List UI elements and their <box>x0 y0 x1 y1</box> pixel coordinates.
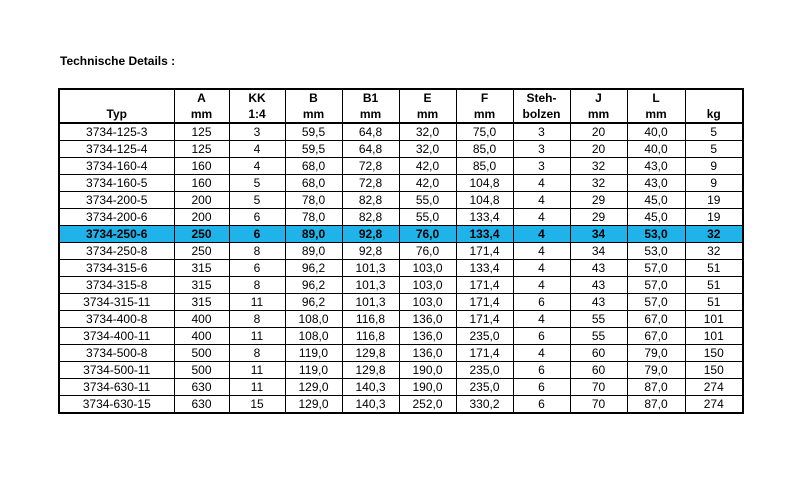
value-cell: 55 <box>570 311 627 328</box>
value-cell: 43,0 <box>627 175 685 192</box>
value-cell: 6 <box>513 379 570 396</box>
value-cell: 190,0 <box>399 379 456 396</box>
table-row <box>59 362 743 379</box>
value-cell: 32,0 <box>399 123 456 141</box>
value-cell: 116,8 <box>342 328 399 345</box>
value-cell: 6 <box>229 209 285 226</box>
value-cell: 57,0 <box>627 277 685 294</box>
value-cell: 78,0 <box>285 192 342 209</box>
value-cell: 5 <box>685 141 743 158</box>
value-cell: 32 <box>685 226 743 243</box>
value-cell: 136,0 <box>399 328 456 345</box>
value-cell: 140,3 <box>342 396 399 414</box>
value-cell: 4 <box>513 311 570 328</box>
header-cell: L <box>627 89 685 106</box>
value-cell: 133,4 <box>456 209 513 226</box>
value-cell: 4 <box>513 226 570 243</box>
value-cell: 129,0 <box>285 396 342 414</box>
table-row <box>59 141 743 158</box>
value-cell: 125 <box>174 141 229 158</box>
value-cell: 6 <box>513 396 570 414</box>
value-cell: 89,0 <box>285 243 342 260</box>
value-cell: 70 <box>570 396 627 414</box>
value-cell: 235,0 <box>456 328 513 345</box>
value-cell: 250 <box>174 243 229 260</box>
value-cell: 68,0 <box>285 175 342 192</box>
value-cell: 29 <box>570 209 627 226</box>
table-row <box>59 260 743 277</box>
value-cell: 55,0 <box>399 192 456 209</box>
value-cell: 19 <box>685 192 743 209</box>
value-cell: 20 <box>570 123 627 141</box>
value-cell: 103,0 <box>399 260 456 277</box>
value-cell: 5 <box>229 175 285 192</box>
section-title: Technische Details : <box>60 54 176 68</box>
value-cell: 4 <box>513 260 570 277</box>
value-cell: 87,0 <box>627 379 685 396</box>
value-cell: 32,0 <box>399 141 456 158</box>
value-cell: 57,0 <box>627 260 685 277</box>
value-cell: 103,0 <box>399 294 456 311</box>
header-row-1 <box>59 89 743 106</box>
value-cell: 11 <box>229 379 285 396</box>
value-cell: 8 <box>229 345 285 362</box>
value-cell: 60 <box>570 345 627 362</box>
value-cell: 79,0 <box>627 345 685 362</box>
type-cell: 3734-160-4 <box>59 158 174 175</box>
value-cell: 43,0 <box>627 158 685 175</box>
value-cell: 101 <box>685 311 743 328</box>
value-cell: 274 <box>685 379 743 396</box>
header-cell: kg <box>685 106 743 123</box>
value-cell: 400 <box>174 328 229 345</box>
table-row <box>59 345 743 362</box>
value-cell: 133,4 <box>456 260 513 277</box>
value-cell: 6 <box>513 294 570 311</box>
table-row <box>59 158 743 175</box>
value-cell: 59,5 <box>285 123 342 141</box>
value-cell: 108,0 <box>285 311 342 328</box>
value-cell: 87,0 <box>627 396 685 414</box>
value-cell: 64,8 <box>342 123 399 141</box>
table-row <box>59 379 743 396</box>
value-cell: 5 <box>229 192 285 209</box>
value-cell: 51 <box>685 294 743 311</box>
value-cell: 9 <box>685 175 743 192</box>
type-cell: 3734-160-5 <box>59 175 174 192</box>
value-cell: 96,2 <box>285 294 342 311</box>
value-cell: 8 <box>229 243 285 260</box>
value-cell: 6 <box>229 260 285 277</box>
table-row <box>59 123 743 141</box>
value-cell: 160 <box>174 175 229 192</box>
value-cell: 53,0 <box>627 226 685 243</box>
header-cell: B <box>285 89 342 106</box>
value-cell: 4 <box>513 277 570 294</box>
value-cell: 4 <box>229 158 285 175</box>
value-cell: 32 <box>685 243 743 260</box>
value-cell: 140,3 <box>342 379 399 396</box>
value-cell: 4 <box>513 345 570 362</box>
value-cell: 315 <box>174 277 229 294</box>
value-cell: 53,0 <box>627 243 685 260</box>
value-cell: 190,0 <box>399 362 456 379</box>
header-cell: A <box>174 89 229 106</box>
value-cell: 315 <box>174 260 229 277</box>
value-cell: 9 <box>685 158 743 175</box>
value-cell: 116,8 <box>342 311 399 328</box>
value-cell: 252,0 <box>399 396 456 414</box>
value-cell: 6 <box>229 226 285 243</box>
value-cell: 29 <box>570 192 627 209</box>
header-cell: F <box>456 89 513 106</box>
value-cell: 129,8 <box>342 362 399 379</box>
value-cell: 136,0 <box>399 311 456 328</box>
value-cell: 20 <box>570 141 627 158</box>
value-cell: 171,4 <box>456 311 513 328</box>
table-row <box>59 209 743 226</box>
type-cell: 3734-200-6 <box>59 209 174 226</box>
value-cell: 96,2 <box>285 277 342 294</box>
value-cell: 32 <box>570 175 627 192</box>
type-cell: 3734-315-6 <box>59 260 174 277</box>
value-cell: 5 <box>685 123 743 141</box>
value-cell: 119,0 <box>285 362 342 379</box>
value-cell: 59,5 <box>285 141 342 158</box>
value-cell: 160 <box>174 158 229 175</box>
value-cell: 15 <box>229 396 285 414</box>
value-cell: 72,8 <box>342 175 399 192</box>
value-cell: 171,4 <box>456 345 513 362</box>
value-cell: 235,0 <box>456 362 513 379</box>
value-cell: 6 <box>513 362 570 379</box>
value-cell: 330,2 <box>456 396 513 414</box>
value-cell: 85,0 <box>456 158 513 175</box>
type-cell: 3734-630-11 <box>59 379 174 396</box>
value-cell: 76,0 <box>399 226 456 243</box>
value-cell: 19 <box>685 209 743 226</box>
header-cell: mm <box>174 106 229 123</box>
header-cell: Steh- <box>513 89 570 106</box>
value-cell: 104,8 <box>456 192 513 209</box>
value-cell: 104,8 <box>456 175 513 192</box>
type-cell: 3734-315-8 <box>59 277 174 294</box>
value-cell: 3 <box>513 158 570 175</box>
value-cell: 3 <box>513 123 570 141</box>
table-body <box>59 123 743 413</box>
value-cell: 34 <box>570 243 627 260</box>
value-cell: 500 <box>174 345 229 362</box>
value-cell: 67,0 <box>627 311 685 328</box>
table-row <box>59 192 743 209</box>
value-cell: 51 <box>685 260 743 277</box>
value-cell: 133,4 <box>456 226 513 243</box>
table-row <box>59 277 743 294</box>
value-cell: 274 <box>685 396 743 414</box>
value-cell: 200 <box>174 192 229 209</box>
value-cell: 40,0 <box>627 123 685 141</box>
value-cell: 82,8 <box>342 209 399 226</box>
value-cell: 11 <box>229 294 285 311</box>
value-cell: 34 <box>570 226 627 243</box>
value-cell: 92,8 <box>342 226 399 243</box>
value-cell: 43 <box>570 260 627 277</box>
type-cell: 3734-500-8 <box>59 345 174 362</box>
value-cell: 150 <box>685 345 743 362</box>
value-cell: 75,0 <box>456 123 513 141</box>
header-cell: mm <box>627 106 685 123</box>
value-cell: 101 <box>685 328 743 345</box>
value-cell: 4 <box>513 175 570 192</box>
header-cell: mm <box>342 106 399 123</box>
header-cell: J <box>570 89 627 106</box>
value-cell: 101,3 <box>342 277 399 294</box>
value-cell: 92,8 <box>342 243 399 260</box>
value-cell: 4 <box>229 141 285 158</box>
type-cell: 3734-200-5 <box>59 192 174 209</box>
value-cell: 96,2 <box>285 260 342 277</box>
value-cell: 101,3 <box>342 294 399 311</box>
value-cell: 250 <box>174 226 229 243</box>
value-cell: 171,4 <box>456 294 513 311</box>
value-cell: 125 <box>174 123 229 141</box>
value-cell: 103,0 <box>399 277 456 294</box>
technical-details-table <box>58 88 744 414</box>
value-cell: 67,0 <box>627 328 685 345</box>
value-cell: 129,8 <box>342 345 399 362</box>
value-cell: 150 <box>685 362 743 379</box>
value-cell: 129,0 <box>285 379 342 396</box>
value-cell: 171,4 <box>456 277 513 294</box>
value-cell: 32 <box>570 158 627 175</box>
value-cell: 43 <box>570 294 627 311</box>
table-row <box>59 294 743 311</box>
table-row <box>59 328 743 345</box>
header-cell: B1 <box>342 89 399 106</box>
value-cell: 55,0 <box>399 209 456 226</box>
value-cell: 101,3 <box>342 260 399 277</box>
value-cell: 42,0 <box>399 175 456 192</box>
header-cell: Typ <box>59 106 174 123</box>
value-cell: 76,0 <box>399 243 456 260</box>
value-cell: 400 <box>174 311 229 328</box>
value-cell: 200 <box>174 209 229 226</box>
value-cell: 4 <box>513 192 570 209</box>
header-cell: 1:4 <box>229 106 285 123</box>
header-cell: KK <box>229 89 285 106</box>
value-cell: 136,0 <box>399 345 456 362</box>
table-row <box>59 175 743 192</box>
value-cell: 40,0 <box>627 141 685 158</box>
header-cell: mm <box>399 106 456 123</box>
value-cell: 11 <box>229 362 285 379</box>
type-cell: 3734-250-8 <box>59 243 174 260</box>
type-cell: 3734-400-11 <box>59 328 174 345</box>
value-cell: 70 <box>570 379 627 396</box>
type-cell: 3734-125-4 <box>59 141 174 158</box>
value-cell: 4 <box>513 243 570 260</box>
type-cell: 3734-250-6 <box>59 226 174 243</box>
type-cell: 3734-315-11 <box>59 294 174 311</box>
table-row-highlighted <box>59 226 743 243</box>
value-cell: 630 <box>174 379 229 396</box>
value-cell: 42,0 <box>399 158 456 175</box>
value-cell: 55 <box>570 328 627 345</box>
value-cell: 630 <box>174 396 229 414</box>
value-cell: 51 <box>685 277 743 294</box>
value-cell: 315 <box>174 294 229 311</box>
header-cell <box>685 89 743 106</box>
value-cell: 60 <box>570 362 627 379</box>
type-cell: 3734-500-11 <box>59 362 174 379</box>
value-cell: 85,0 <box>456 141 513 158</box>
value-cell: 79,0 <box>627 362 685 379</box>
value-cell: 8 <box>229 277 285 294</box>
value-cell: 500 <box>174 362 229 379</box>
header-cell: E <box>399 89 456 106</box>
value-cell: 3 <box>229 123 285 141</box>
value-cell: 68,0 <box>285 158 342 175</box>
header-cell: bolzen <box>513 106 570 123</box>
value-cell: 64,8 <box>342 141 399 158</box>
value-cell: 82,8 <box>342 192 399 209</box>
header-cell: mm <box>456 106 513 123</box>
value-cell: 89,0 <box>285 226 342 243</box>
value-cell: 78,0 <box>285 209 342 226</box>
value-cell: 108,0 <box>285 328 342 345</box>
value-cell: 8 <box>229 311 285 328</box>
value-cell: 171,4 <box>456 243 513 260</box>
value-cell: 119,0 <box>285 345 342 362</box>
value-cell: 45,0 <box>627 192 685 209</box>
value-cell: 235,0 <box>456 379 513 396</box>
value-cell: 6 <box>513 328 570 345</box>
value-cell: 4 <box>513 209 570 226</box>
value-cell: 57,0 <box>627 294 685 311</box>
value-cell: 43 <box>570 277 627 294</box>
value-cell: 72,8 <box>342 158 399 175</box>
value-cell: 11 <box>229 328 285 345</box>
type-cell: 3734-400-8 <box>59 311 174 328</box>
table-row <box>59 396 743 414</box>
value-cell: 3 <box>513 141 570 158</box>
header-cell: mm <box>570 106 627 123</box>
table-row <box>59 243 743 260</box>
header-row-2 <box>59 106 743 123</box>
type-cell: 3734-125-3 <box>59 123 174 141</box>
header-cell: mm <box>285 106 342 123</box>
header-cell <box>59 89 174 106</box>
type-cell: 3734-630-15 <box>59 396 174 414</box>
table-row <box>59 311 743 328</box>
value-cell: 45,0 <box>627 209 685 226</box>
